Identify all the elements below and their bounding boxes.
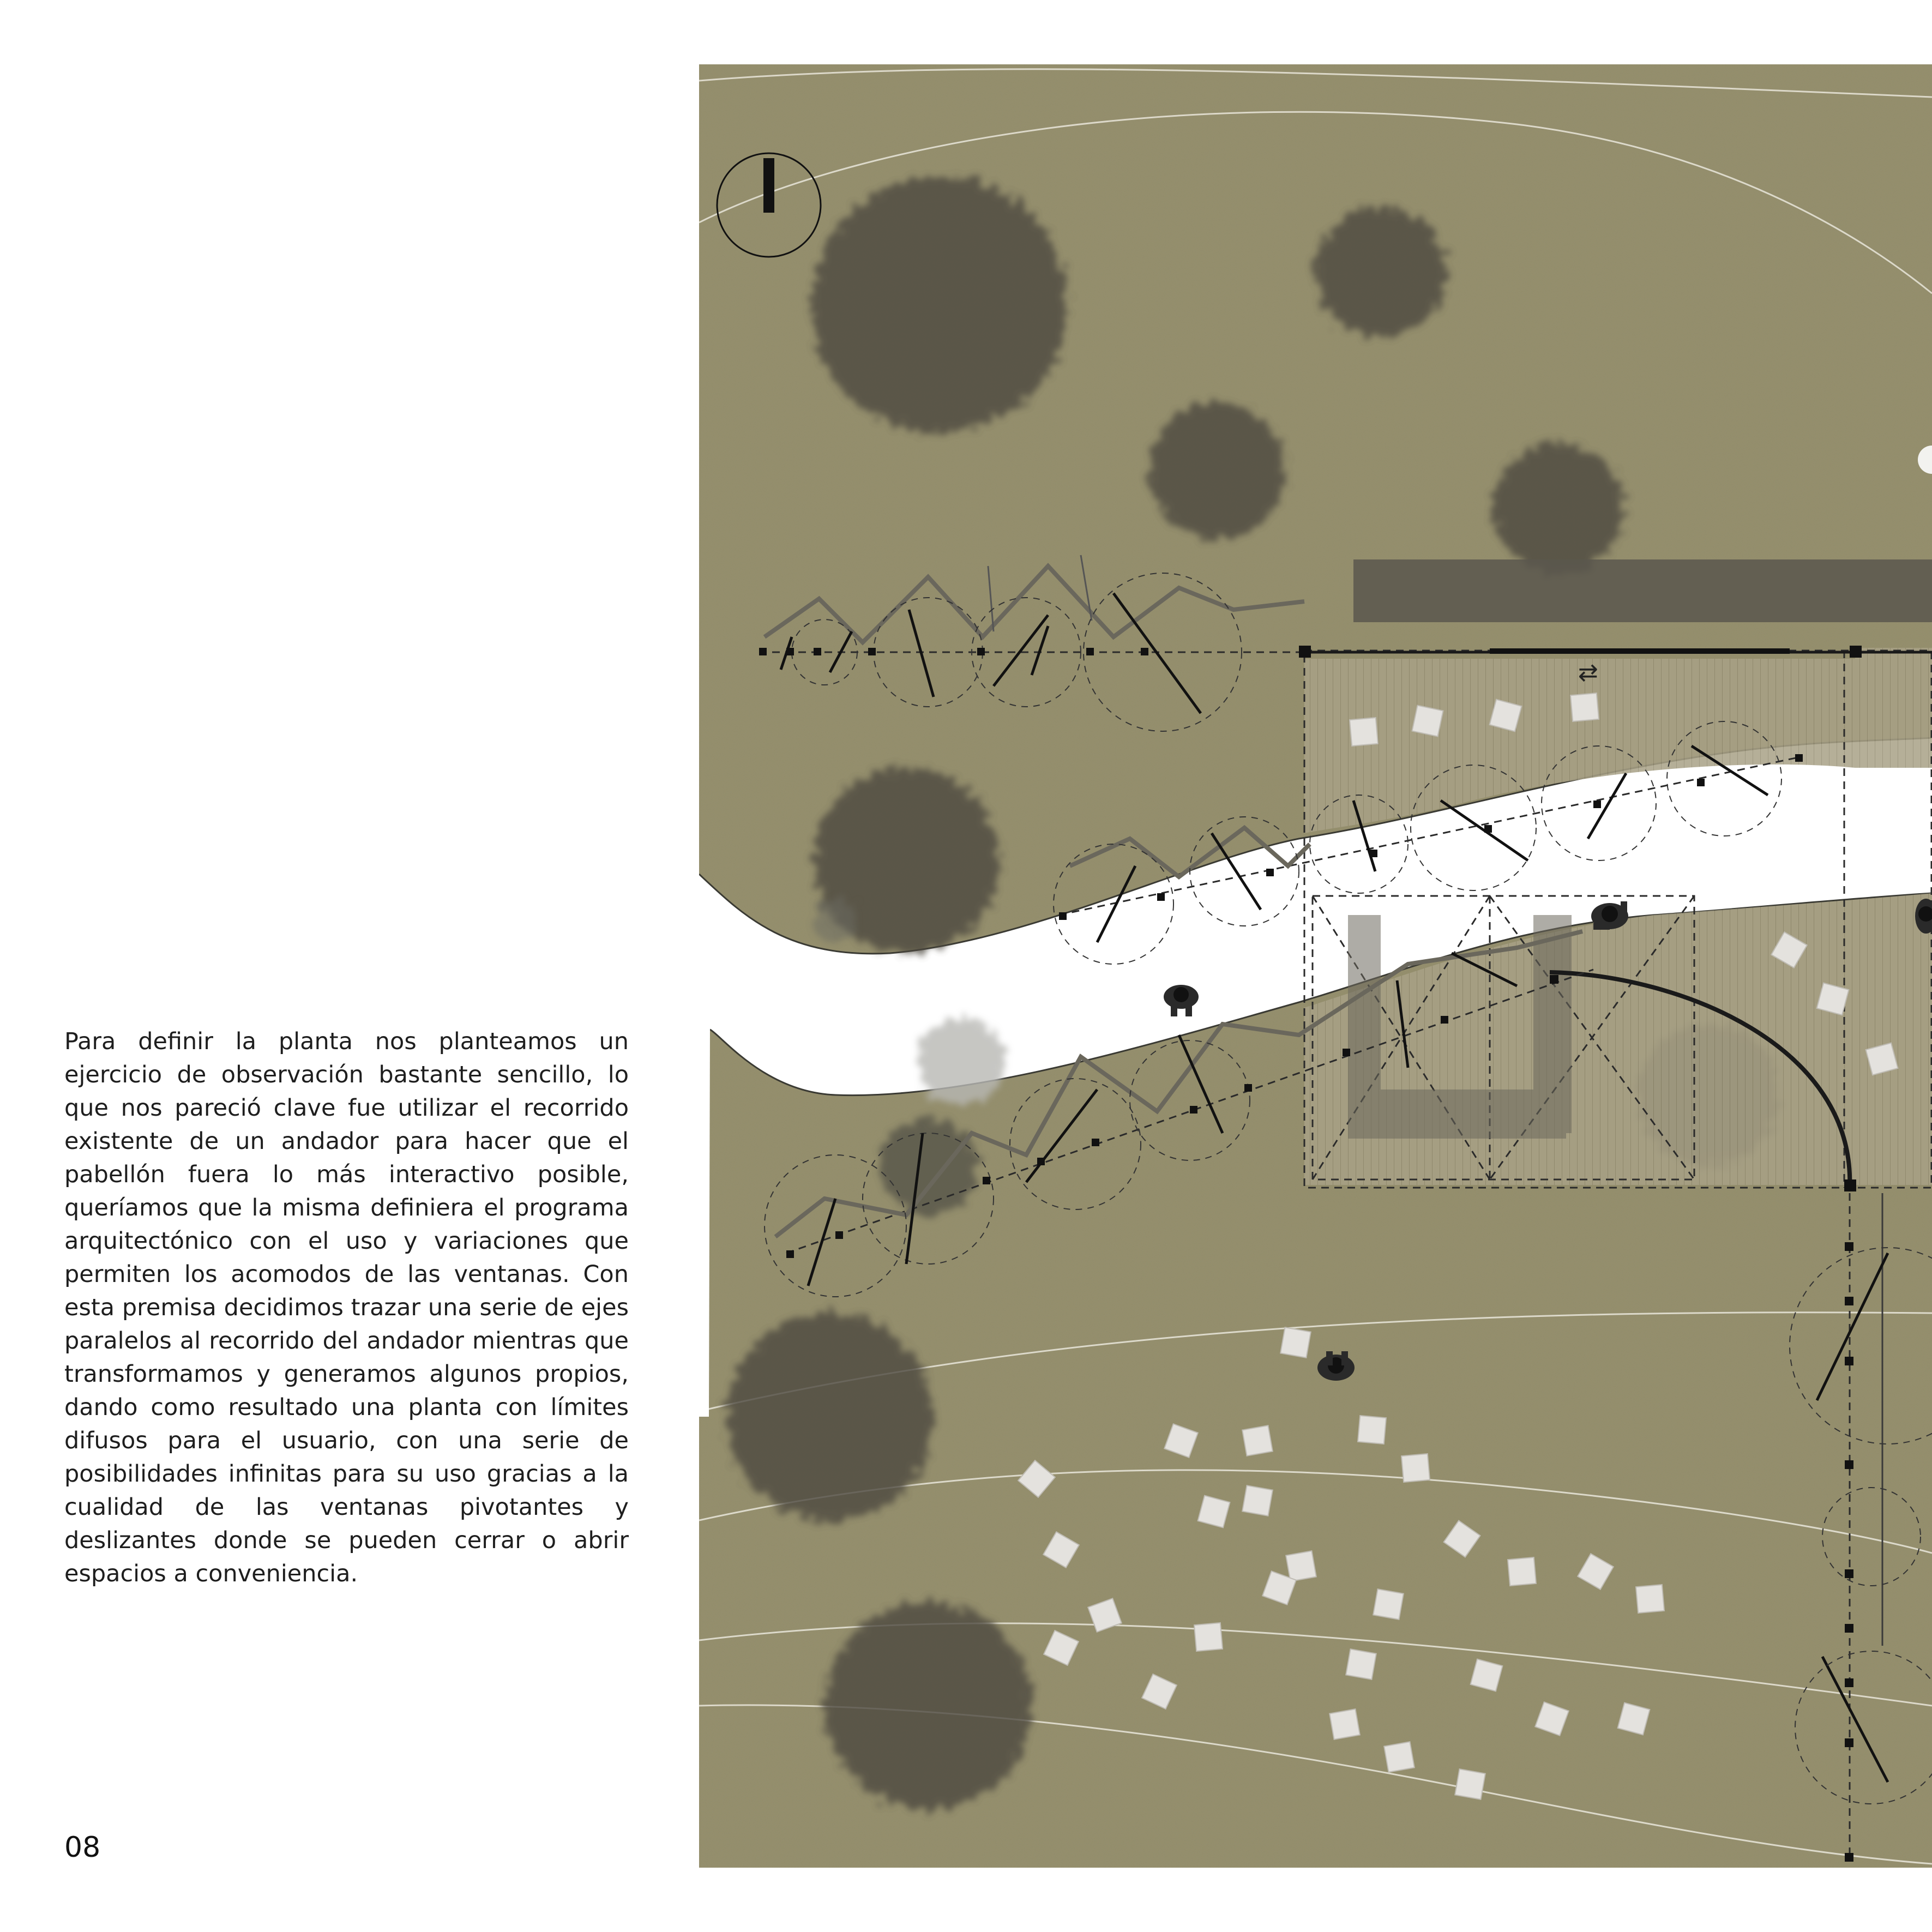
roof-strip xyxy=(1353,559,1932,622)
tree-4 xyxy=(1492,443,1623,574)
sliding-symbol: ⇄ xyxy=(1578,659,1598,687)
tree-shadow-on-path xyxy=(917,1019,1004,1106)
tree-3 xyxy=(1149,402,1285,539)
tree-9 xyxy=(879,1117,977,1215)
description-paragraph: Para definir la planta nos planteamos un ejercicio de observación bastante sencillo, lo que nos pareció clave fue utilizar el recorrido existente de un andador para hacer que el pabellón fuera lo más interactivo posible, queríamos que la misma definiera el programa arquitectónico con el uso y variaciones que permiten los acomodos de las ventanas. Con esta premisa decidimos trazar una serie de ejes paralelos al recorrido del andador mientras que transformamos y generamos algunos propios, dando como resultado una planta con límites difusos para el usuario, con una serie de posibilidades infinitas para su uso gracias a la cualidad de las ventanas pivotantes y deslizantes donde se pueden cerrar o abrir espacios a conveniencia. xyxy=(64,1028,629,1587)
deck-right xyxy=(1855,648,1932,768)
tree-8 xyxy=(824,1602,1032,1809)
site-plan-drawing xyxy=(699,64,1932,1868)
site-plan xyxy=(699,64,1932,1868)
tree-1 xyxy=(811,176,1067,432)
tree-2 xyxy=(1315,206,1446,337)
tree-7 xyxy=(726,1313,934,1520)
shrub xyxy=(814,899,857,942)
page-number: 08 xyxy=(64,1831,101,1864)
ground-left-edge xyxy=(699,1030,710,1417)
